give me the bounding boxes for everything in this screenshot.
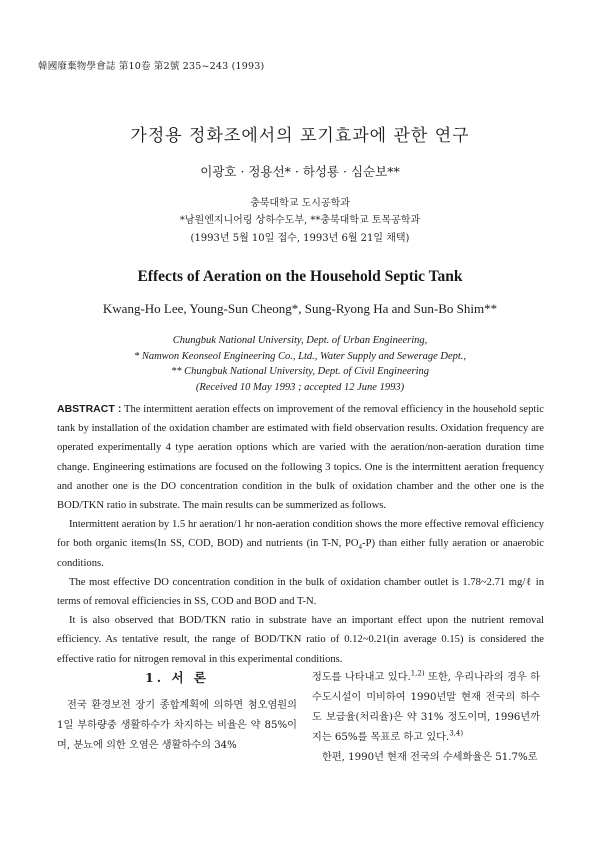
abstract-paragraph-4: It is also observed that BOD/TKN ratio in substrate have an important effect upon the nutrient removal efficiency. As tentative result, the range of BOD/TKN ratio of 0.12~0.21(in average 0.15) is considered the effective ratio for nitrogen removal in this experimental conditions. — [57, 615, 544, 665]
abstract-paragraph-1 — [57, 400, 544, 515]
korean-authors: 이광호 · 정용선* · 하성룡 · 심순보** — [200, 164, 400, 179]
body-right-column — [312, 668, 540, 768]
section-heading-introduction: 1. 서 론 — [145, 670, 209, 685]
citation-1-2: 1,2) — [410, 669, 425, 678]
right-column-paragraph-1 — [312, 668, 540, 748]
left-column-paragraph: 전국 환경보전 장기 종합계획에 의하면 첨오염원의 1일 부하량중 생활하수가 차지하는 비율은 약 85%이며, 분뇨에 의한 오염은 생활하수의 34% — [57, 700, 297, 751]
abstract-label: ABSTRACT : — [57, 403, 122, 415]
right-text-a: 정도를 나타내고 있다. — [312, 672, 411, 683]
english-authors: Kwang-Ho Lee, Young-Sun Cheong*, Sung-Ryong Ha and Sun-Bo Shim** — [102, 301, 498, 316]
abstract-text-2a: Intermittent aeration by 1.5 hr aeration/1 hr non-aeration condition shows the more effective removal efficiency for both organic items(In SS, COD, BOD) and nutrients (in T-N, PO — [57, 519, 544, 550]
korean-received-date: (1993년 5월 10일 접수, 1993년 6월 21일 채택) — [190, 233, 410, 244]
korean-title: 가정용 정화조에서의 포기효과에 관한 연구 — [130, 126, 470, 146]
abstract-paragraph-3: The most effective DO concentration condition in the bulk of oxidation chamber outlet is 1.78~2.71 mg/ℓ in terms of removal efficiencies in SS, COD and BOD and T-N. — [57, 576, 544, 608]
subscript-4: 4 — [358, 543, 363, 552]
korean-affiliation-2: *남원엔지니어링 상하수도부, **충북대학교 토목공학과 — [179, 215, 421, 226]
abstract-block — [57, 400, 544, 669]
english-affiliation-3: ** Chungbuk National University, Dept. of Civil Engineering — [170, 366, 430, 377]
right-text-b: 또한, 우리나라의 경우 하수도시설이 미비하여 1990년말 현재 전국의 하수도 보급율(처리율)은 약 31% 정도이며, 1996년까지는 65%를 목표로 하고 있다. — [312, 672, 540, 743]
english-affiliation-1: Chungbuk National University, Dept. of Urban Engineering, — [172, 335, 428, 346]
journal-header: 韓國廢棄物學會誌 第10卷 第2號 235~243 (1993) — [38, 61, 265, 72]
english-title: Effects of Aeration on the Household Septic Tank — [137, 268, 463, 285]
korean-affiliation-1: 충북대학교 도시공학과 — [250, 198, 350, 209]
abstract-text-2b: -P) than either fully aeration or anaerobic conditions. — [57, 538, 545, 569]
body-left-column — [57, 668, 297, 756]
english-affiliations — [0, 333, 600, 395]
english-received-date: (Received 10 May 1993 ; accepted 12 June 1993) — [195, 381, 405, 393]
abstract-paragraph-2 — [57, 515, 544, 573]
right-column-paragraph-2: 한편, 1990년 현재 전국의 수세화율은 51.7%로 — [322, 752, 538, 763]
abstract-text-1: The intermittent aeration effects on improvement of the removal efficiency in the household septic tank by installation of the oxidation chamber are estimated with field observation results. Oxidation frequency are operated experimentally 4 type aeration options which are varied with the aeration/non-aeration duration time change. Engineering estimations are focused on the following 3 topics. One is the intermittent aeration frequency and another one is the DO concentration condition in the bulk of oxidation chamber and the other one is the BOD/TKN ratio in substrate. The main results can be summerized as follows. — [57, 404, 544, 512]
citation-3-4: 3,4) — [449, 729, 464, 738]
english-affiliation-2: * Namwon Keonseol Engineering Co., Ltd., Water Supply and Sewerage Dept., — [133, 350, 467, 362]
